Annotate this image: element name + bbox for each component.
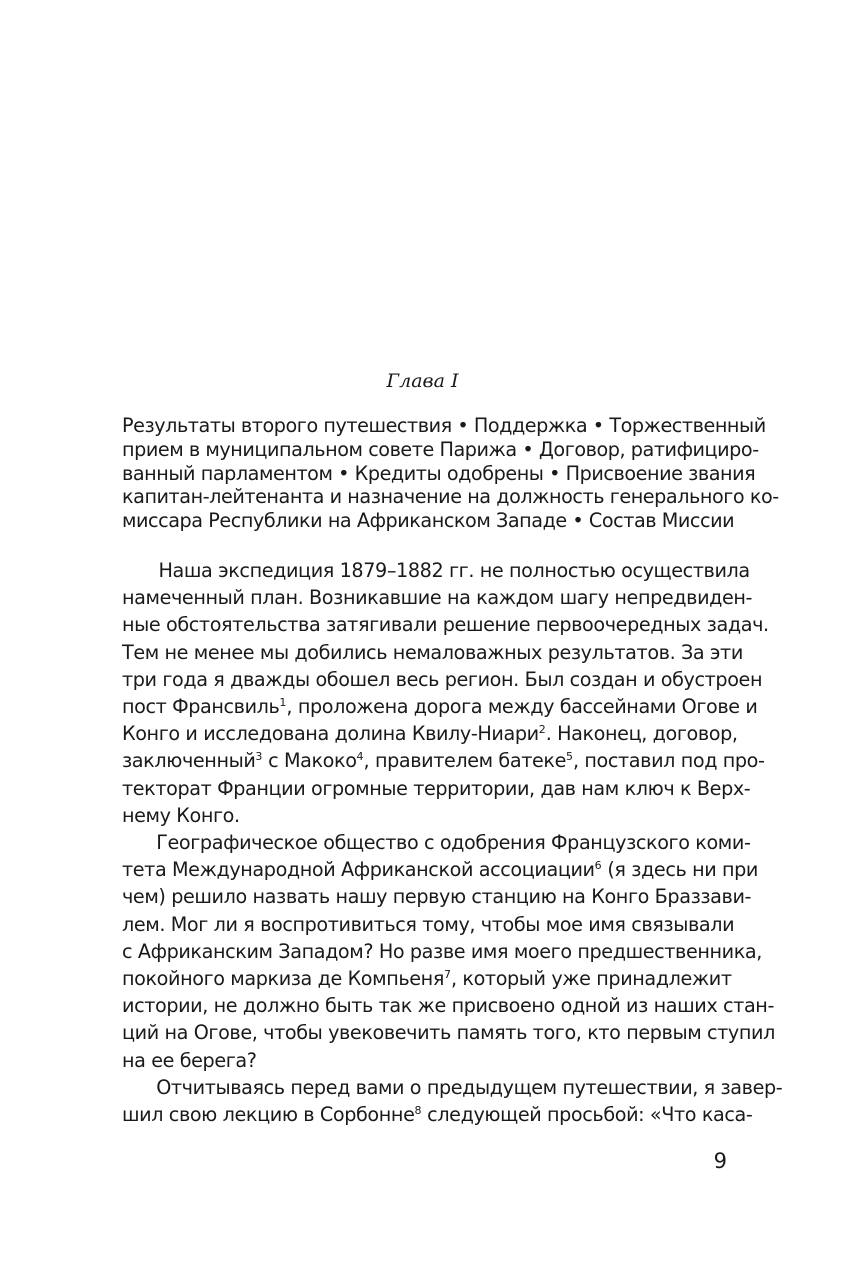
paragraph-start [130, 559, 159, 582]
text-line: на ее берега? [122, 1048, 257, 1072]
chapter-synopsis [122, 414, 779, 533]
chapter-title: Глава I [386, 370, 459, 392]
text-line: чем) решило назвать нашу первую станцию на Конго Браззави- [122, 885, 752, 909]
text-line: пост Франсвиль$^1$, проложена дорога между бассейнами Огове и [122, 695, 758, 719]
text-line: шил свою лекцию в Сорбонне$^8$ следующей просьбой: «Что каса- [122, 1103, 753, 1127]
text-line: истории, не должно быть так же присвоено одной из наших стан- [122, 994, 774, 1018]
paragraph-start [122, 1076, 156, 1099]
text-line: покойного маркиза де Компьеня$^7$, который уже принадлежит [122, 967, 732, 991]
synopsis-line: ванный парламентом • Кредиты одобрены • Присвоение звания [122, 461, 756, 485]
text-line: Наша экспедиция 1879–1882 гг. не полностью осуществила [122, 557, 727, 584]
text-line: ные обстоятельства затягивали решение первоочередных задач. [122, 613, 769, 637]
text-line: три года я дважды обошел весь регион. Был создан и обустроен [122, 667, 763, 691]
footnote-ref[interactable]: 1 [279, 696, 287, 710]
footnote-ref[interactable]: 5 [566, 750, 573, 764]
text-line: лем. Мог ли я воспротивиться тому, чтобы мое имя связывали [122, 912, 735, 936]
text-line: Отчитываясь перед вами о предыдущем путешествии, я завер- [122, 1074, 727, 1101]
text-line: ций на Огове, чтобы увековечить память того, кто первым ступил [122, 1021, 775, 1045]
text-line: тета Международной Африканской ассоциации$^6$ (я здесь ни при [122, 858, 759, 882]
synopsis-line: Результаты второго путешествия • Поддержка • Торжественный [122, 414, 766, 437]
footnote-ref[interactable]: 2 [538, 723, 546, 737]
page-number: 9 [713, 1149, 727, 1173]
synopsis-line: капитан-лейтенанта и назначение на должность генерального ко- [122, 485, 779, 509]
text-line: Конго и исследована долина Квилу-Ниари$^2$. Наконец, договор, [122, 722, 738, 746]
text-line: Тем не менее мы добились немаловажных результатов. За эти [122, 640, 743, 664]
footnote-ref[interactable]: 8 [414, 1104, 422, 1118]
text-line: Географическое общество с одобрения Французского коми- [122, 829, 727, 856]
footnote-ref[interactable]: 4 [356, 750, 364, 764]
text-line: нему Конго. [122, 803, 240, 827]
footnote-ref[interactable]: 6 [594, 859, 602, 873]
text-line: с Африканским Западом? Но разве имя моего предшественника, [122, 939, 762, 963]
synopsis-line: прием в муниципальном совете Парижа • Договор, ратифициро- [122, 437, 759, 461]
text-line: текторат Франции огромные территории, дав нам ключ к Верх- [122, 776, 751, 800]
text-line: заключенный$^3$ с Макоко$^4$, правителем батеке$^5$, поставил под про- [122, 749, 765, 773]
text-line: намеченный план. Возникавшие на каждом шагу непредвиден- [122, 586, 753, 610]
body-text [122, 557, 783, 1128]
paragraph-start [122, 831, 156, 854]
footnote-ref[interactable]: 3 [255, 750, 263, 764]
synopsis-line: миссара Республики на Африканском Западе • Состав Миссии [122, 509, 735, 533]
footnote-ref[interactable]: 7 [443, 968, 451, 982]
